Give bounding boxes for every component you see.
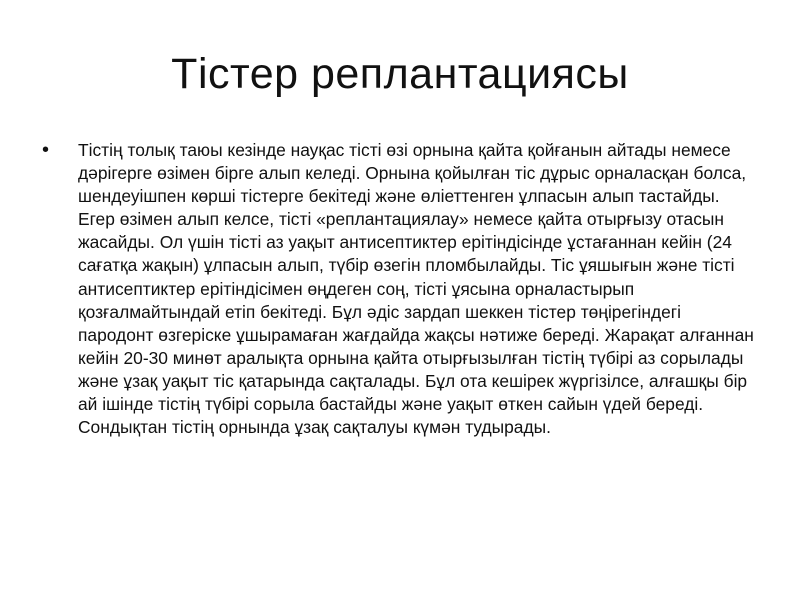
bullet-item [42, 139, 754, 439]
slide-content [42, 139, 754, 439]
bullet-icon: • [42, 139, 50, 161]
slide-title: Тістер реплантациясы [171, 50, 629, 98]
bullet-text: Тістің толық таюы кезінде науқас тісті өзі орнына қайта қойғанын айтады немесе дәрігерге өзімен бірге алып келеді. Орнына қойылған тіс дұрыс орналасқан болса, шендеуішпен көрші тістерге бекітеді және өліеттенген ұлпасын алып тастайды. Егер өзімен алып келсе, тісті «реплантациялау» немесе қайта отырғызу отасын жасайды. Ол үшін тісті аз уақыт антисептиктер ерітіндісінде ұстағаннан кейін (24 сағатқа жақын) ұлпасын алып, түбір өзегін пломбылайды. Тіс ұяшығын және тісті антисептиктер ерітіндісімен өңдеген соң, тісті ұясына орналастырып қозғалмайтындай етіп бекітеді. Бұл әдіс зардап шеккен тістер төңірегіндегі пародонт өзгеріске ұшырамаған жағдайда жақсы нәтиже береді. Жарақат алғаннан кейін 20-30 минөт аралықта орнына қайта отырғызылған тістің түбірі аз сорылады және ұзақ уақыт тіс қатарында сақталады. Бұл ота кешірек жүргізілсе, алғашқы бір ай ішінде тістің түбірі сорыла бастайды және уақыт өткен сайын үдей береді. Сондықтан тістің орнында ұзақ сақталуы күмән тудырады. [78, 140, 754, 438]
